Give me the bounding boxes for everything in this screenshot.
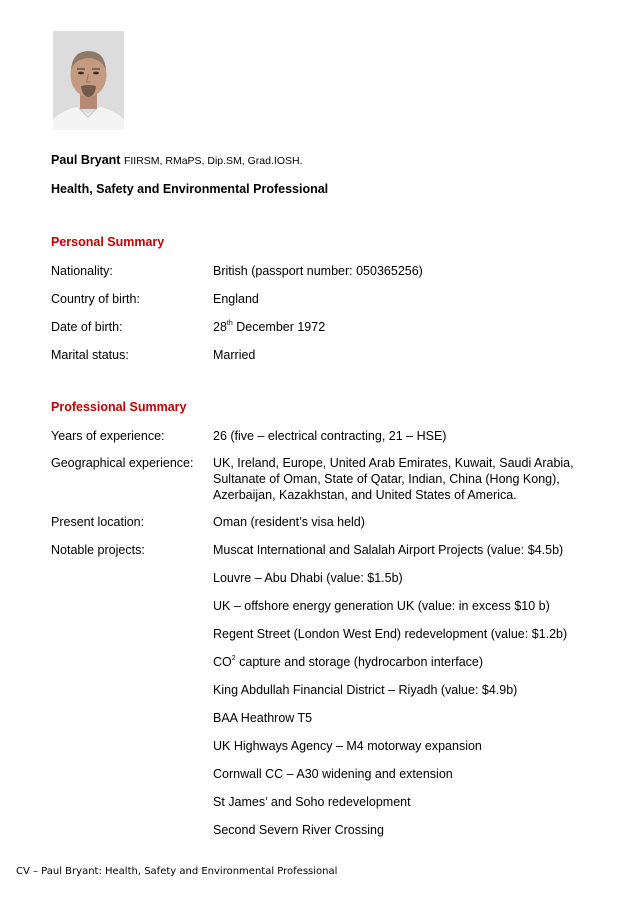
professional-summary-heading: Professional Summary: [51, 400, 187, 414]
location-row: [51, 514, 611, 530]
project-item: King Abdullah Financial District – Riyadh (value: $4.9b): [213, 683, 518, 697]
geography-line: Sultanate of Oman, State of Qatar, Indian, China (Hong Kong),: [213, 472, 560, 486]
personal-summary-rows: [51, 263, 611, 363]
geography-line: Azerbaijan, Kazakhstan, and United States of America.: [213, 488, 517, 502]
experience-value: 26 (five – electrical contracting, 21 – HSE): [213, 429, 447, 443]
candidate-name: Paul Bryant: [51, 153, 121, 167]
marital-status-row: [51, 347, 611, 363]
birth-day-suffix: th: [226, 320, 233, 327]
experience-row: [51, 428, 611, 444]
co2-description: capture and storage (hydrocarbon interface): [235, 655, 484, 669]
birth-date-label: Date of birth:: [51, 320, 123, 334]
nationality-value: British (passport number: 050365256): [213, 264, 423, 278]
project-item: Cornwall CC – A30 widening and extension: [213, 767, 453, 781]
projects-label: Notable projects:: [51, 543, 145, 557]
nationality-label: Nationality:: [51, 264, 113, 278]
geography-line: UK, Ireland, Europe, United Arab Emirates, Kuwait, Saudi Arabia,: [213, 456, 574, 470]
location-label: Present location:: [51, 515, 145, 529]
job-title: Health, Safety and Environmental Professional: [51, 182, 329, 196]
personal-summary-heading: Personal Summary: [51, 235, 165, 249]
birth-month-year: December 1972: [232, 320, 326, 334]
name-line: [51, 152, 611, 170]
geography-row: [51, 455, 611, 503]
birth-country-label: Country of birth:: [51, 292, 140, 306]
birth-country-row: [51, 291, 611, 307]
project-item: UK – offshore energy generation UK (value: in excess $10 b): [213, 599, 550, 613]
project-item: Second Severn River Crossing: [213, 823, 384, 837]
marital-status-label: Marital status:: [51, 348, 129, 362]
geography-value: [213, 455, 603, 503]
birth-country-value: England: [213, 292, 259, 306]
location-value: Oman (resident’s visa held): [213, 515, 365, 529]
project-item: Regent Street (London West End) redevelopment (value: $1.2b): [213, 627, 568, 641]
co2-subscript: 2: [231, 655, 236, 662]
co2-text: CO: [213, 655, 232, 669]
project-item: Muscat International and Salalah Airport Projects (value: $4.5b): [213, 543, 564, 557]
qualifications: FIIRSM, RMaPS, Dip.SM, Grad.IOSH.: [123, 155, 303, 167]
profile-photo: [53, 31, 124, 130]
experience-label: Years of experience:: [51, 429, 165, 443]
marital-status-value: Married: [213, 348, 256, 362]
birth-date-value: [213, 319, 603, 335]
project-item: [213, 654, 603, 670]
projects-list: [213, 542, 603, 838]
geography-label: Geographical experience:: [51, 456, 194, 470]
nationality-row: [51, 263, 611, 279]
page-footer: CV – Paul Bryant: Health, Safety and Environmental Professional: [16, 866, 338, 877]
project-item: UK Highways Agency – M4 motorway expansion: [213, 739, 482, 753]
project-item: Louvre – Abu Dhabi (value: $1.5b): [213, 571, 403, 585]
project-item: BAA Heathrow T5: [213, 711, 313, 725]
projects-row: [51, 542, 611, 838]
birth-day: 28: [213, 320, 227, 334]
birth-date-row: [51, 319, 611, 335]
cv-header: [51, 152, 611, 198]
project-item: St James’ and Soho redevelopment: [213, 795, 411, 809]
professional-summary-rows: [51, 428, 611, 838]
